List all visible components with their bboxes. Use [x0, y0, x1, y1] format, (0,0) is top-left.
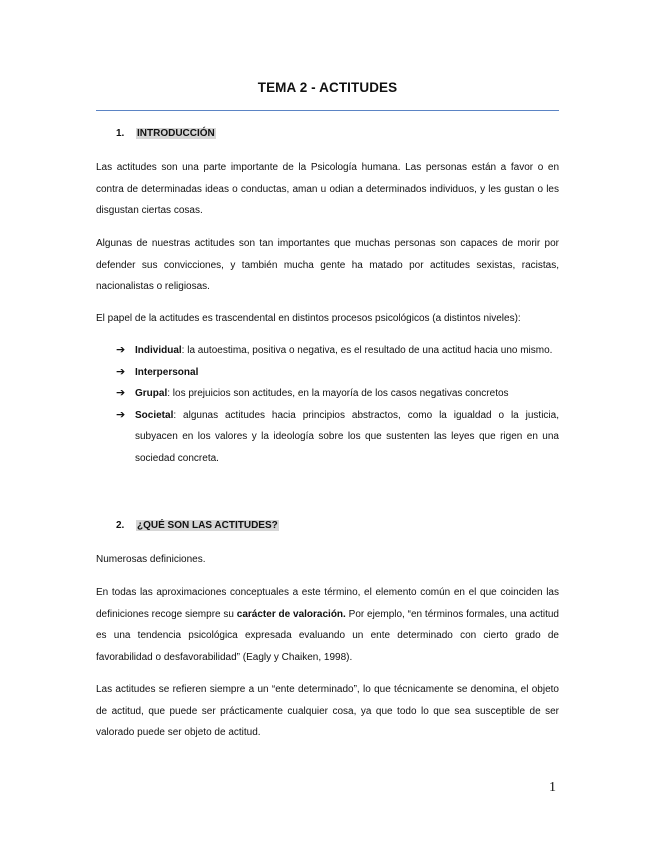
arrow-right-icon: ➔	[116, 344, 126, 356]
emphasis-text: carácter de valoración.	[236, 608, 346, 620]
page-number: 1	[549, 780, 556, 795]
list-item: ➔ Societal: algunas actitudes hacia principios abstractos, como la igualdad o la justicia, subyacen en los valores y la ideología sobre los que sustenten las leyes que rigen en una sociedad concreta.	[116, 405, 559, 470]
list-item-text: algunas actitudes hacia principios abstractos, como la igualdad o la justicia, subyacen en los valores y la ideología sobre los que sustenten las leyes que rigen en una sociedad concreta.	[135, 409, 559, 464]
title-divider	[96, 110, 559, 111]
document-title: TEMA 2 - ACTITUDES	[257, 80, 398, 95]
section-heading-que-son	[116, 520, 279, 531]
list-item-term: Societal	[135, 409, 174, 421]
levels-list	[116, 340, 559, 469]
list-item: ➔ Grupal: los prejuicios son actitudes, en la mayoría de los casos negativas concretos	[116, 383, 559, 405]
arrow-right-icon: ➔	[116, 365, 126, 378]
arrow-right-icon: ➔	[116, 408, 126, 421]
section-title: ¿QUÉ SON LAS ACTITUDES?	[137, 520, 278, 531]
list-item-text: los prejuicios son actitudes, en la mayoría de los casos negativas concretos	[172, 388, 509, 399]
arrow-right-icon: ➔	[116, 387, 126, 399]
intro-paragraph-1: Las actitudes son una parte importante de la Psicología humana. Las personas están a favor o en contra de determinadas ideas o conductas, aman u odian a determinados individuos, y les gustan o les disgustan ciertas cosas.	[96, 162, 559, 216]
what-paragraph-1: Numerosas definiciones.	[96, 554, 206, 565]
intro-paragraph-3: El papel de la actitudes es trascendental en distintos procesos psicológicos (a distintos niveles):	[96, 313, 521, 324]
list-item-term: Individual	[135, 345, 182, 356]
what-paragraph-3: Las actitudes se refieren siempre a un “ente determinado”, lo que técnicamente se denomina, el objeto de actitud, que puede ser prácticamente cualquier cosa, ya que todo lo que sea susceptible de ser valorado puede ser objeto de actitud.	[96, 684, 559, 738]
what-paragraph-2: En todas las aproximaciones conceptuales a este término, el elemento común en el que coinciden las definiciones recoge siempre su carácter de valoración. Por ejemplo, “en términos formales, una actitud es una tendencia psicológica expresada evaluando un ente determinado con cierto grado de favorabilidad o desfavorabilidad” (Eagly y Chaiken, 1998).	[96, 587, 559, 663]
section-number: 2.	[116, 520, 125, 531]
section-title: INTRODUCCIÓN	[137, 128, 215, 139]
list-item-term: Interpersonal	[135, 366, 199, 378]
list-item-term: Grupal	[135, 388, 168, 399]
list-item: ➔ Individual: la autoestima, positiva o negativa, es el resultado de una actitud hacia uno mismo.	[116, 340, 559, 362]
intro-paragraph-2: Algunas de nuestras actitudes son tan importantes que muchas personas son capaces de morir por defender sus convicciones, y también mucha gente ha matado por actitudes sexistas, racistas, nacionalistas o religiosas.	[96, 238, 559, 292]
section-heading-introduccion	[116, 128, 216, 139]
list-item-text: la autoestima, positiva o negativa, es el resultado de una actitud hacia uno mismo.	[187, 345, 553, 356]
list-item	[116, 362, 559, 384]
section-number: 1.	[116, 128, 125, 139]
